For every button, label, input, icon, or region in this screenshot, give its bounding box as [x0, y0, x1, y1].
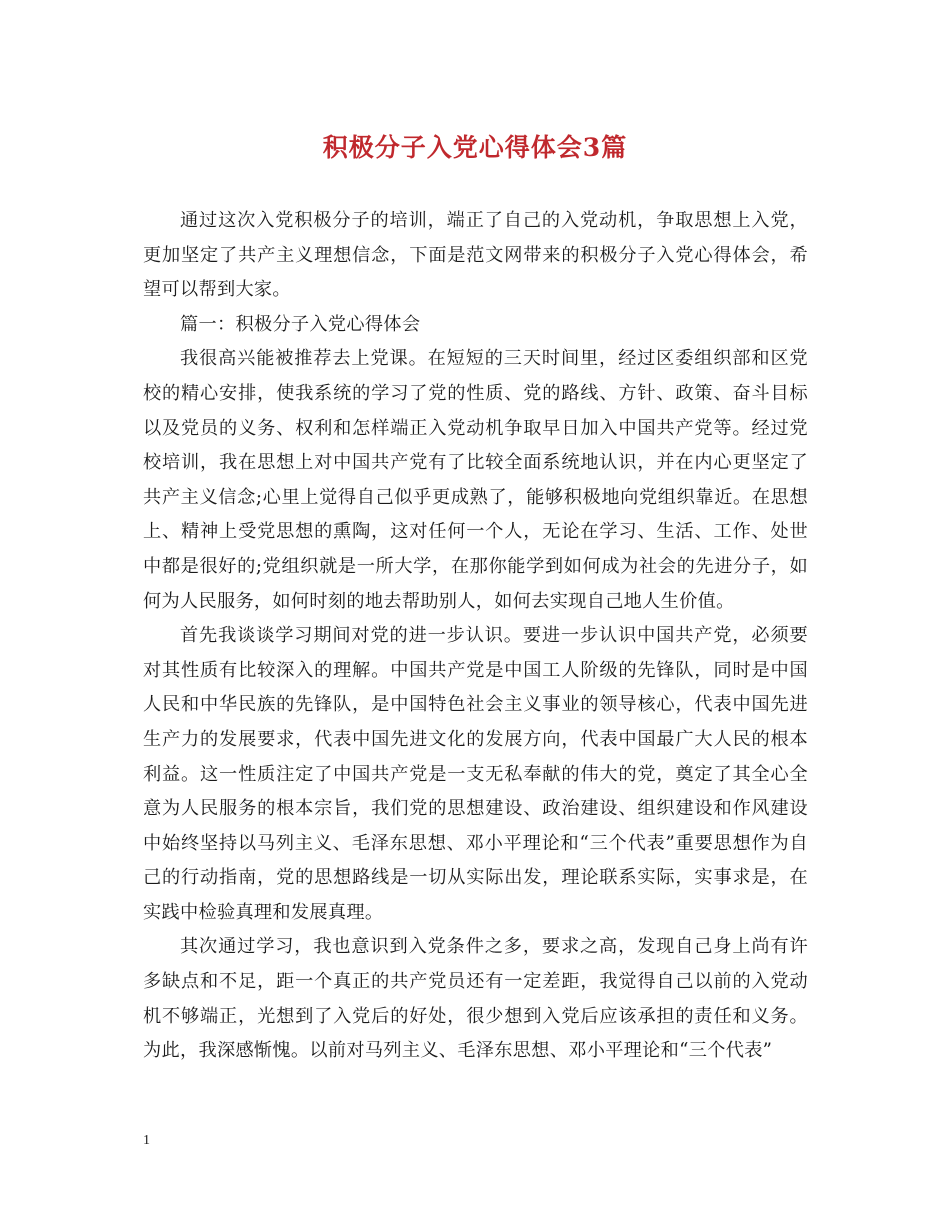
document-body: [143, 204, 808, 1069]
paragraph-body: 我很高兴能被推荐去上党课。在短短的三天时间里，经过区委组织部和区党校的精心安排，使我系统的学习了党的性质、党的路线、方针、政策、奋斗目标以及党员的义务、权利和怎样端正入党动机争取早日加入中国共产党等。经过党校培训，我在思想上对中国共产党有了比较全面系统地认识，并在内心更坚定了共产主义信念;心里上觉得自己似乎更成熟了，能够积极地向党组织靠近。在思想上、精神上受党思想的熏陶，这对任何一个人，无论在学习、生活、工作、处世中都是很好的;党组织就是一所大学，在那你能学到如何成为社会的先进分子，如何为人民服务，如何时刻的地去帮助别人，如何去实现自己地人生价值。: [143, 348, 808, 612]
section-heading: 篇一：积极分子入党心得体会: [180, 313, 421, 335]
page-number: 1: [143, 1133, 150, 1148]
page-title: 积极分子入党心得体会3篇: [322, 133, 628, 162]
paragraph-intro: 通过这次入党积极分子的培训，端正了自己的入党动机，争取思想上入党，更加坚定了共产主义理想信念，下面是范文网带来的积极分子入党心得体会，希望可以帮到大家。: [143, 210, 808, 301]
paragraph-body: 其次通过学习，我也意识到入党条件之多，要求之高，发现自己身上尚有许多缺点和不足，距一个真正的共产党员还有一定差距，我觉得自己以前的入党动机不够端正，光想到了入党后的好处，很少想到入党后应该承担的责任和义务。为此，我深感惭愧。以前对马列主义、毛泽东思想、邓小平理论和“三个代表”: [143, 936, 808, 1062]
paragraph-body: 首先我谈谈学习期间对党的进一步认识。要进一步认识中国共产党，必须要对其性质有比较深入的理解。中国共产党是中国工人阶级的先锋队，同时是中国人民和中华民族的先锋队，是中国特色社会主义事业的领导核心，代表中国先进生产力的发展要求，代表中国先进文化的发展方向，代表中国最广大人民的根本利益。这一性质注定了中国共产党是一支无私奉献的伟大的党，奠定了其全心全意为人民服务的根本宗旨，我们党的思想建设、政治建设、组织建设和作风建设中始终坚持以马列主义、毛泽东思想、邓小平理论和“三个代表”重要思想作为自己的行动指南，党的思想路线是一切从实际出发，理论联系实际，实事求是，在实践中检验真理和发展真理。: [143, 625, 808, 923]
